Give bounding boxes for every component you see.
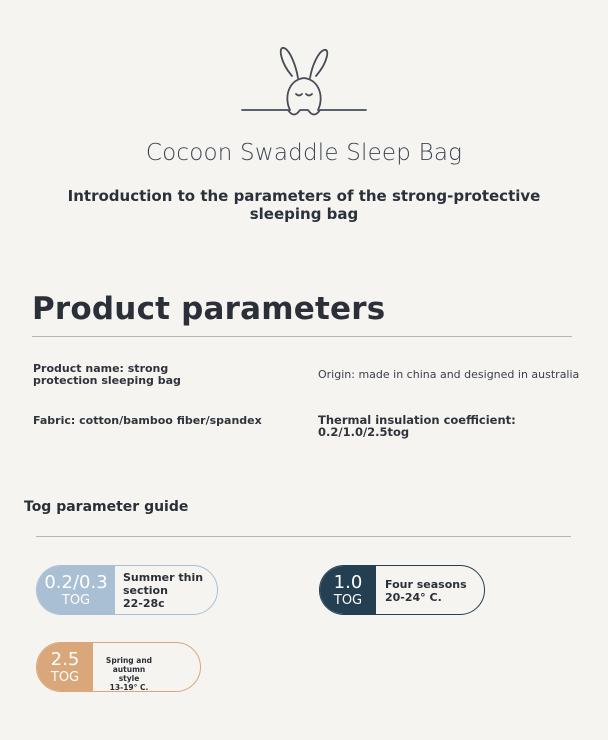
tog-desc-line: Four seasons	[385, 578, 467, 591]
tog-value: 1.0	[333, 572, 363, 593]
brand-name: Cocoon Swaddle Sleep Bag	[145, 140, 463, 166]
rabbit-logo-icon	[240, 44, 368, 120]
tog-unit: TOG	[333, 593, 363, 608]
intro-heading: Introduction to the parameters of the strong-protective sleeping bag	[67, 187, 541, 223]
param-fabric: Fabric: cotton/bamboo fiber/spandex	[33, 414, 262, 427]
tog-desc	[385, 578, 467, 604]
tog-unit: TOG	[50, 670, 80, 685]
tog-value: 2.5	[50, 649, 80, 670]
param-product-name: Product name: strong protection sleeping bag	[33, 362, 181, 387]
tog-badge	[320, 566, 376, 614]
tog-desc-line: Summer thin	[123, 571, 204, 584]
divider	[36, 536, 571, 537]
tog-desc-line: 22-28c	[123, 597, 165, 610]
tog-badge	[37, 566, 115, 614]
tog-unit: TOG	[61, 593, 91, 608]
section-title: Product parameters	[32, 291, 386, 327]
tog-badge	[37, 643, 93, 691]
tog-desc-line: 20-24° C.	[385, 591, 442, 604]
tog-card-four-seasons	[319, 565, 485, 615]
tog-desc	[104, 656, 154, 692]
tog-card-spring-autumn	[36, 642, 201, 692]
param-thermal: Thermal insulation coefficient: 0.2/1.0/2.5tog	[318, 413, 516, 439]
tog-guide-title: Tog parameter guide	[24, 499, 189, 515]
tog-desc-line: section	[123, 584, 168, 597]
divider	[32, 336, 572, 337]
tog-value: 0.2/0.3	[44, 572, 108, 593]
tog-card-summer	[36, 565, 218, 615]
tog-desc	[123, 571, 203, 610]
tog-desc-line: 13-19° C.	[109, 683, 149, 692]
tog-desc-line: autumn style	[112, 665, 146, 683]
param-origin: Origin: made in china and designed in australia	[318, 368, 580, 381]
tog-desc-line: Spring and	[105, 656, 153, 665]
